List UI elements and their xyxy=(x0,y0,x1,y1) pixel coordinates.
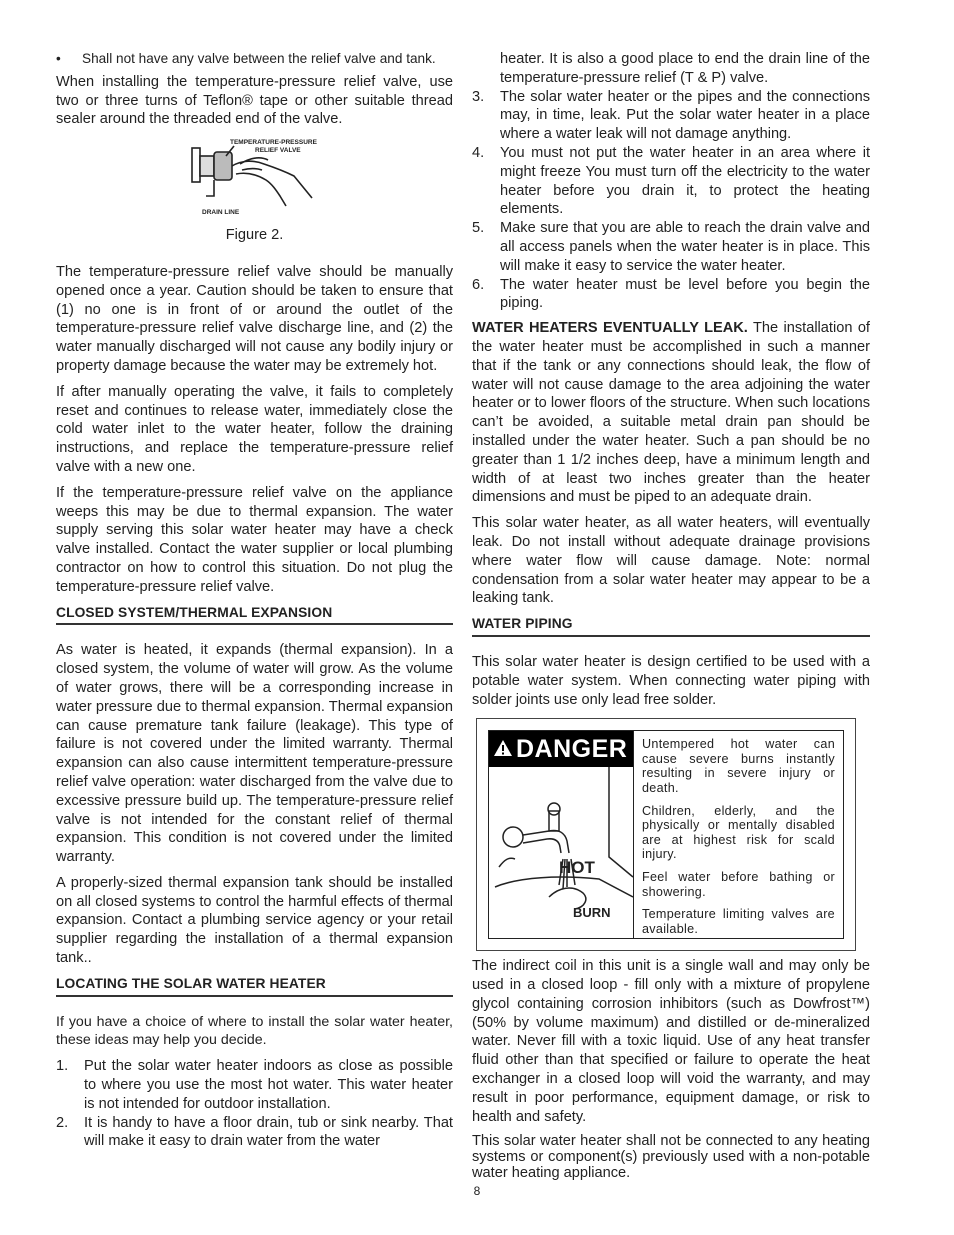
figure-label-drain: DRAIN LINE xyxy=(201,209,239,217)
paragraph-weeps: If the temperature-pressure relief valve on the appliance weeps this may be due to thermal expansion. The water supply serving this solar water heater may have a check valve installed. Contact the water supplier or local plumbing contractor on how to control this situation. Do not plug the temperature-pressure relief valve. xyxy=(56,484,453,595)
danger-banner xyxy=(489,731,633,767)
list-item: 1. Put the solar water heater indoors as close as possible to where you use the most hot water. This water heater is not intended for outdoor installation. xyxy=(56,1058,453,1112)
list-item: 4. You must not put the water heater in an area where it might freeze You must turn off the electricity to the water heater before you drain it, to protect the heating elements. xyxy=(472,144,870,218)
paragraph-reset: If after manually operating the valve, it fails to completely reset and continues to release water, immediately close the cold water inlet to the water heater, follow the draining instructions, and replace the temperature-pressure relief valve with a new one. xyxy=(56,383,453,475)
danger-line: Feel water before bathing or showering. xyxy=(642,870,835,899)
paragraph-choice: If you have a choice of where to install the solar water heater, these ideas may help you decide. xyxy=(56,1013,453,1049)
paragraph-nonpotable: This solar water heater shall not be connected to any heating systems or component(s) previously used with a non-potable water heating appliance. xyxy=(472,1133,870,1182)
danger-label xyxy=(476,718,856,951)
paragraph-manual: The temperature-pressure relief valve should be manually opened once a year. Caution should be taken to ensure that (1) no one is in front of or around the outlet of the temperature-pressure relief valve discharge line, and (2) the water manually discharged will not cause any bodily injury or property damage because the water may be extremely hot. xyxy=(56,263,453,374)
figure-label-valve: TEMPERATURE-PRESSURE xyxy=(229,139,317,147)
paragraph-expand: As water is heated, it expands (thermal expansion). In a closed system, the volume of water will grow. As the volume of water grows, there will be a corresponding increase in water pressure due to thermal expansion. Thermal expansion can cause premature tank failure (leakage). This type of failure is not covered under the limited warranty. Thermal expansion can also cause intermittent temperature-pressure relief valve operation: water discharged from the valve due to excessive pressure build up. The temperature-pressure relief valve is not intended for the constant relief of thermal expansion. This condition is not covered under the limited warranty. xyxy=(56,642,453,866)
paragraph-eventually: This solar water heater, as all water heaters, will eventually leak. Do not install without adequate drainage provisions where water flow will cause damage. Note: normal condensation from a solar water heater may appear to be a leaking tank. xyxy=(472,515,870,607)
list-item: 5. Make sure that you are able to reach the drain valve and all access panels when the water heater is in place. This will make it easy to service the water heater. xyxy=(472,220,870,274)
paragraph-coil: The indirect coil in this unit is a single wall and may only be used in a closed loop - fill only with a mixture of propylene glycol containing corrosion inhibitors (such as Dowfrost™) (50% by volume maximum) and distilled or de-mineralized water. Never fill with a toxic liquid. Use of any heat transfer fluid other than that specified or failure to operate the heat exchanger in a closed loop will void the warranty, and may result in poor performance, equipment damage, or risk to health and safety. xyxy=(472,958,870,1125)
bullet-item xyxy=(56,50,453,69)
bullet-text: Shall not have any valve between the relief valve and tank. xyxy=(82,51,436,66)
danger-line: Untempered hot water can cause severe burns instantly resulting in severe injury or death. xyxy=(642,737,835,796)
burn-text: BURN xyxy=(573,905,611,921)
danger-word: DANGER xyxy=(516,734,628,763)
hot-text: HOT xyxy=(559,858,595,878)
danger-line: Children, elderly, and the physically or mentally disabled are at highest risk for scald injury. xyxy=(642,803,835,862)
heading-closed-system: CLOSED SYSTEM/THERMAL EXPANSION xyxy=(56,604,453,626)
paragraph-leak xyxy=(472,319,870,507)
locating-list-continued xyxy=(472,50,870,313)
relief-valve-illustration xyxy=(180,136,330,216)
danger-text xyxy=(634,731,843,938)
figure-label-valve-2: RELIEF VALVE xyxy=(254,147,301,155)
page-number: 8 xyxy=(473,1184,481,1198)
heading-water-piping: WATER PIPING xyxy=(472,615,870,637)
bullet-dot: • xyxy=(56,51,61,66)
faucet-burn-illustration xyxy=(489,767,633,927)
paragraph-expansion-tank: A properly-sized thermal expansion tank should be installed on all closed systems to control the harmful effects of thermal expansion. Contact a plumbing service agency or your retail supplier regarding the installation of a thermal expansion tank.. xyxy=(56,874,453,967)
list-item-continued: heater. It is also a good place to end the drain line of the temperature-pressure relief (T & P) valve. xyxy=(500,51,870,86)
figure-caption: Figure 2. xyxy=(225,227,284,244)
list-item: 2. It is handy to have a floor drain, tub or sink nearby. That will make it easy to drain water from the water xyxy=(56,1114,453,1150)
leak-text: The installation of the water heater must be accomplished in such a manner that if the tank or any connections should leak, the flow of water will not cause damage to the area adjoining the water heater or to lower floors of the structure. When such locations can’t be avoided, a suitable metal drain pan should be installed under the water heater. Such a pan should be no greater than 1 1/2 inches deep, have a minimum length and width of at least two inches greater than the heater dimensions and must be piped to an adequate drain. xyxy=(472,320,870,506)
list-item: 6. The water heater must be level before you begin the piping. xyxy=(472,276,870,312)
danger-line: Temperature limiting valves are available. xyxy=(642,907,835,936)
paragraph-install: When installing the temperature-pressure relief valve, use two or three turns of Teflon® tape or other suitable thread sealer around the threaded end of the valve. xyxy=(56,73,453,128)
right-column xyxy=(472,50,870,1188)
paragraph-piping: This solar water heater is design certified to be used with a potable water system. When connecting water piping with solder joints use only lead free solder. xyxy=(472,653,870,708)
danger-graphic xyxy=(489,731,634,938)
list-item: 3. The solar water heater or the pipes and the connections may, in time, leak. Put the solar water heater in a place where a water leak will not damage anything. xyxy=(472,88,870,143)
locating-list xyxy=(56,1057,453,1151)
figure-2 xyxy=(56,136,453,245)
leak-lead: WATER HEATERS EVENTUALLY LEAK. xyxy=(472,320,748,337)
warning-triangle-icon xyxy=(493,739,513,759)
left-column xyxy=(56,50,453,1157)
heading-locating: LOCATING THE SOLAR WATER HEATER xyxy=(56,975,453,997)
